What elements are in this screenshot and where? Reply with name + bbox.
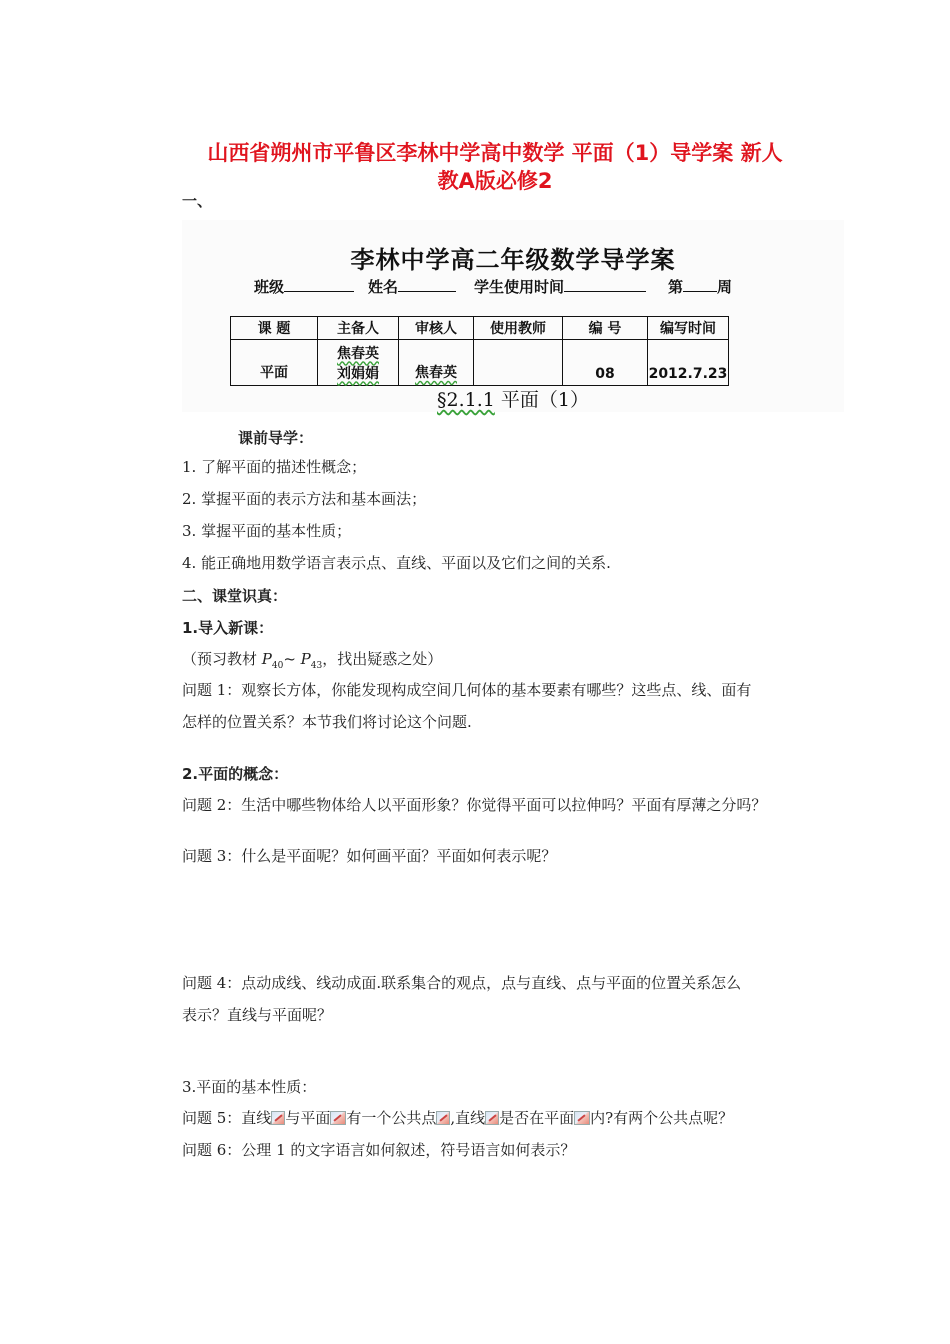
question-5	[182, 1107, 733, 1129]
tilde: ~	[283, 650, 301, 668]
line-a-image-icon	[271, 1111, 285, 1125]
page-symbol-b: P	[300, 650, 311, 668]
time-field	[474, 276, 646, 297]
week-prefix: 第	[668, 278, 684, 296]
table-header-row	[231, 317, 729, 340]
goal-4: 4. 能正确地用数学语言表示点、直线、平面以及它们之间的关系.	[182, 554, 611, 572]
q5-part-e: 是否在平面	[499, 1109, 575, 1127]
week-blank	[683, 277, 717, 292]
q5-part-b: 与平面	[285, 1109, 331, 1127]
time-blank	[564, 277, 646, 292]
school-title: 李林中学高二年级数学导学案	[350, 246, 676, 274]
question-4-line-1: 问题 4：点动成线、线动成面.联系集合的观点，点与直线、点与平面的位置关系怎么	[182, 974, 742, 992]
page-start: 40	[271, 661, 284, 671]
section-two-heading: 二、课堂识真：	[182, 587, 288, 605]
header-reviewer: 审核人	[399, 317, 474, 340]
preview-note-prefix: （预习教材	[182, 650, 262, 668]
week-suffix: 周	[717, 278, 733, 296]
name-field	[368, 276, 456, 297]
preparer-1: 焦春英	[337, 345, 379, 362]
time-label: 学生使用时间	[474, 278, 565, 296]
class-field	[254, 276, 354, 297]
header-preparer: 主备人	[318, 317, 399, 340]
plane-alpha-image-icon	[330, 1111, 346, 1125]
page-symbol-a: P	[261, 650, 272, 668]
cell-reviewer	[399, 340, 474, 386]
table-row	[231, 340, 729, 386]
line-a2-image-icon	[485, 1111, 499, 1125]
worksheet-header-image	[182, 220, 844, 412]
concept-heading: 2.平面的概念：	[182, 765, 289, 783]
section-one-label: 一、	[182, 192, 213, 210]
preview-heading: 课前导学：	[238, 429, 314, 447]
question-3: 问题 3：什么是平面呢？如何画平面？平面如何表示呢？	[182, 847, 557, 865]
cell-preparer	[318, 340, 399, 386]
document-title-line-2: 教A版必修2	[437, 169, 553, 193]
point-image-icon	[436, 1111, 450, 1125]
question-6: 问题 6：公理 1 的文字语言如何叙述，符号语言如何表示？	[182, 1141, 576, 1159]
header-date: 编写时间	[648, 317, 729, 340]
question-2: 问题 2：生活中哪些物体给人以平面形象？你觉得平面可以拉伸吗？平面有厚薄之分吗？	[182, 796, 767, 814]
section-title	[182, 385, 844, 412]
properties-heading: 3.平面的基本性质：	[182, 1078, 317, 1096]
section-code: §2.1.1	[437, 389, 495, 411]
q5-part-d: ,直线	[450, 1109, 486, 1127]
question-1-line-2: 怎样的位置关系？本节我们将讨论这个问题.	[182, 713, 472, 731]
goal-2: 2. 掌握平面的表示方法和基本画法；	[182, 490, 427, 508]
header-number: 编 号	[563, 317, 648, 340]
goal-1: 1. 了解平面的描述性概念；	[182, 458, 367, 476]
question-1-line-1: 问题 1：观察长方体，你能发现构成空间几何体的基本要素有哪些？这些点、线、面有	[182, 681, 752, 699]
week-field	[668, 276, 732, 297]
preview-note-suffix: ，找出疑惑之处）	[322, 650, 443, 668]
name-label: 姓名	[368, 278, 399, 296]
preview-note	[182, 648, 442, 677]
section-name: 平面（1）	[500, 389, 589, 411]
preparer-2: 刘娟娟	[337, 365, 379, 382]
header-teacher: 使用教师	[474, 317, 563, 340]
name-blank	[398, 277, 456, 292]
reviewer-name: 焦春英	[415, 365, 457, 381]
goal-3: 3. 掌握平面的基本性质；	[182, 522, 352, 540]
question-4-line-2: 表示？直线与平面呢？	[182, 1006, 333, 1024]
lesson-info-table	[230, 316, 729, 386]
cell-number: 08	[563, 340, 648, 386]
intro-heading: 1.导入新课：	[182, 619, 274, 637]
page-end: 43	[310, 661, 323, 671]
class-blank	[284, 277, 354, 292]
header-topic: 课 题	[231, 317, 318, 340]
document-title-line-1: 山西省朔州市平鲁区李林中学高中数学 平面（1）导学案 新人	[207, 141, 783, 165]
plane-alpha2-image-icon	[574, 1111, 590, 1125]
cell-topic: 平面	[231, 340, 318, 386]
q5-part-a: 问题 5：直线	[182, 1109, 272, 1127]
q5-part-c: 有一个公共点	[346, 1109, 437, 1127]
cell-date: 2012.7.23	[648, 340, 729, 386]
q5-part-f: 内?有两个公共点呢？	[590, 1109, 734, 1127]
cell-teacher	[474, 340, 563, 386]
class-label: 班级	[254, 278, 285, 296]
